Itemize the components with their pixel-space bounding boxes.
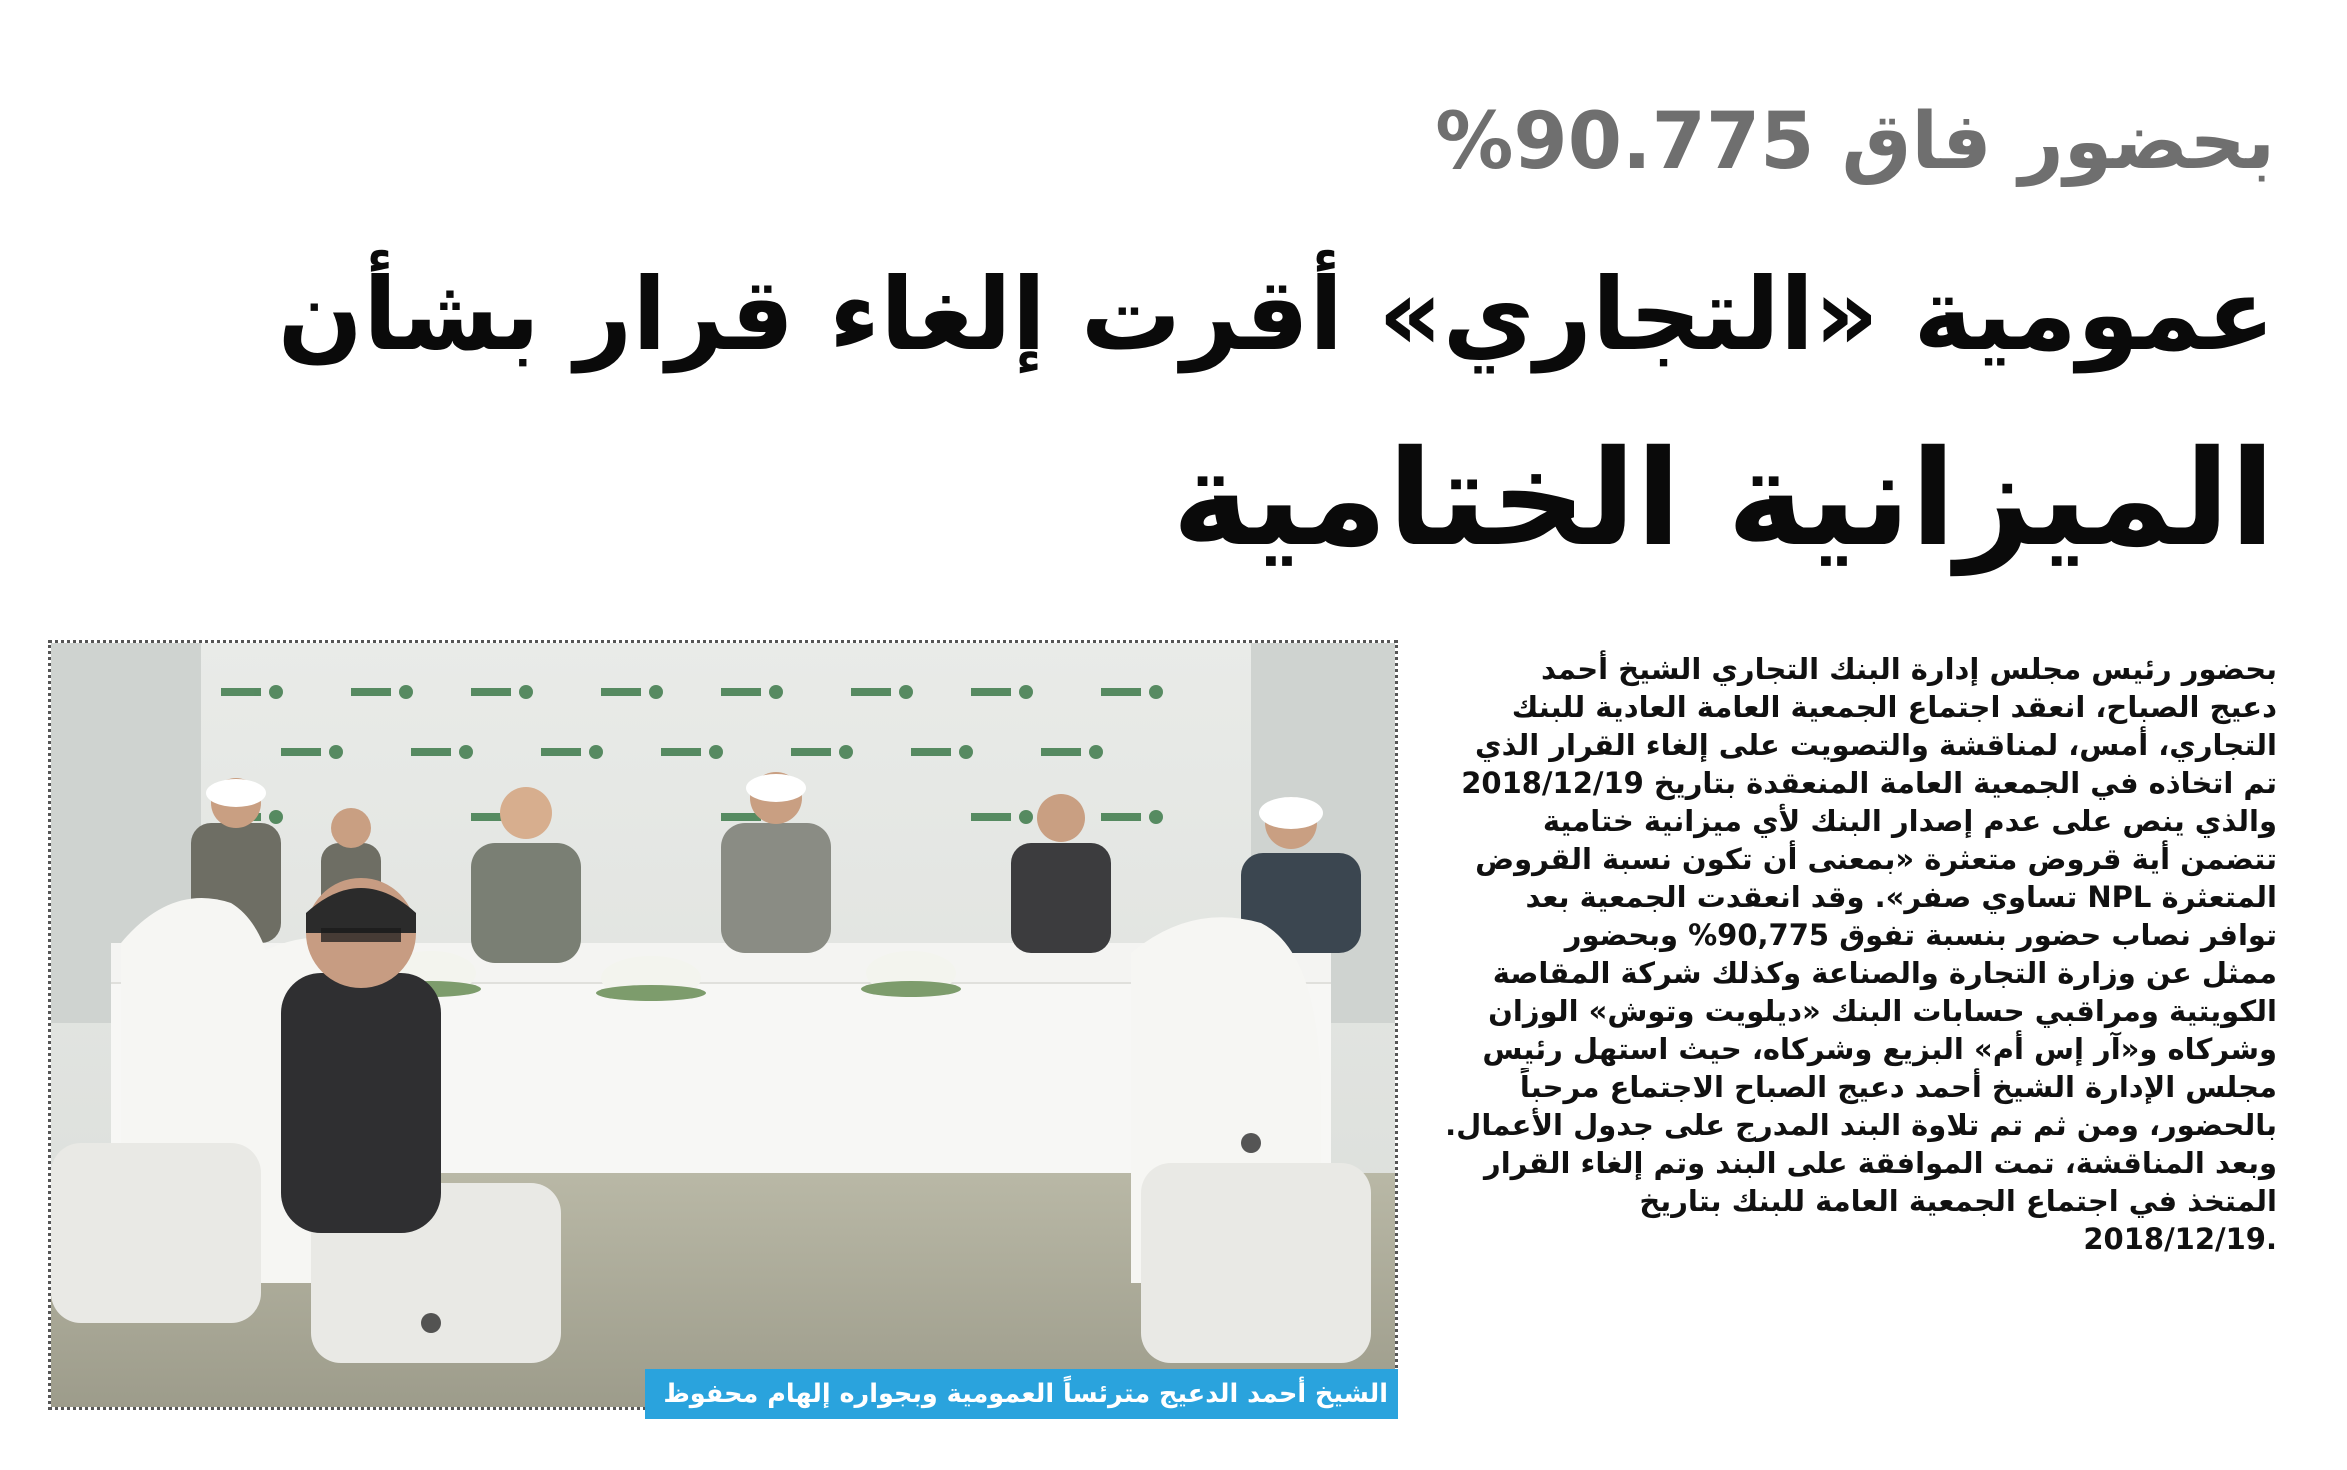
meeting-photo (51, 643, 1395, 1407)
photo-caption: الشيخ أحمد الدعيج مترئساً العمومية وبجواره إلهام محفوظ (645, 1369, 1398, 1419)
body-line: وشركاه و«آر إس أم» البزيع وشركاه، حيث استهل رئيس (1482, 1032, 2277, 1066)
body-line: تتضمن أية قروض متعثرة «بمعنى أن تكون نسبة القروض (1475, 842, 2277, 876)
body-line: دعيج الصباح، انعقد اجتماع الجمعية العامة العادية للبنك (1511, 690, 2277, 724)
body-line: .2018/12/19 (2083, 1222, 2277, 1256)
headline-line-1: عمومية «التجاري» أقرت إلغاء قرار بشأن (277, 256, 2275, 373)
article-photo-frame (48, 640, 1398, 1410)
article-body (1432, 650, 2277, 1258)
body-line: والذي ينص على عدم إصدار البنك لأي ميزانية ختامية (1542, 804, 2277, 838)
article-headline (275, 222, 2275, 592)
headline-line-2: الميزانية الختامية (1171, 422, 2275, 576)
body-line: بالحضور، ومن ثم تم تلاوة البند المدرج على جدول الأعمال. (1445, 1108, 2277, 1142)
article-kicker: بحضور فاق 90.775% (1435, 97, 2275, 187)
body-line: ممثل عن وزارة التجارة والصناعة وكذلك شركة المقاصة (1492, 956, 2277, 990)
body-line: الكويتية ومراقبي حسابات البنك «ديلويت وتوش» الوزان (1488, 994, 2277, 1028)
body-line: مجلس الإدارة الشيخ أحمد دعيج الصباح الاجتماع مرحباً (1519, 1070, 2277, 1104)
body-line: بحضور رئيس مجلس إدارة البنك التجاري الشيخ أحمد (1541, 652, 2277, 686)
body-line: المتخذ في اجتماع الجمعية العامة للبنك بتاريخ (1639, 1184, 2277, 1218)
body-line: وبعد المناقشة، تمت الموافقة على البند وتم إلغاء القرار (1484, 1146, 2277, 1180)
body-line: توافر نصاب حضور بنسبة تفوق 90,775% وبحضور (1564, 918, 2277, 952)
body-line: تم اتخاذه في الجمعية العامة المنعقدة بتاريخ 2018/12/19 (1461, 766, 2277, 800)
body-line: المتعثرة NPL تساوي صفر». وقد انعقدت الجمعية بعد (1525, 880, 2277, 914)
body-line: التجاري، أمس، لمناقشة والتصويت على إلغاء القرار الذي (1475, 728, 2277, 762)
